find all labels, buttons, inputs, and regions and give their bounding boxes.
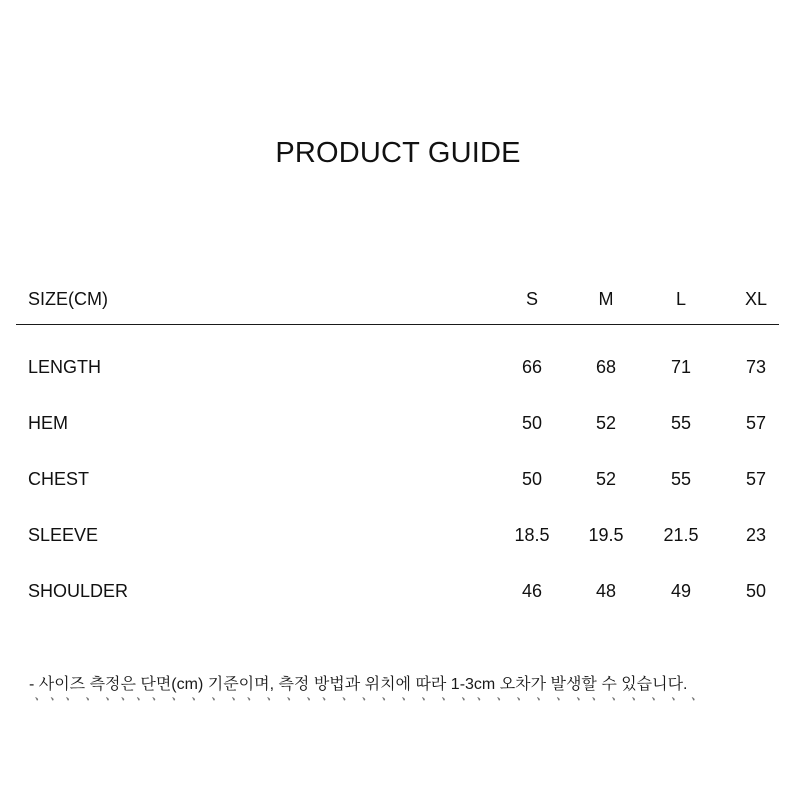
header-size-m: M — [598, 289, 614, 309]
table-cell: 50 — [745, 581, 767, 601]
table-cell: 57 — [745, 413, 767, 433]
table-cell: 49 — [670, 581, 692, 601]
table-cell: 55 — [670, 413, 692, 433]
header-size-label: SIZE(CM) — [28, 289, 108, 309]
table-cell: 48 — [595, 581, 617, 601]
row-label: SHOULDER — [28, 581, 129, 601]
page-title: PRODUCT GUIDE — [275, 137, 521, 169]
row-label: CHEST — [28, 469, 90, 489]
table-cell: 23 — [745, 525, 767, 545]
table-cell: 50 — [521, 469, 543, 489]
table-cell: 52 — [595, 469, 617, 489]
row-label: LENGTH — [28, 357, 102, 377]
table-body — [16, 356, 779, 636]
table-cell: 50 — [521, 413, 543, 433]
table-cell: 19.5 — [588, 525, 624, 545]
table-row-hem — [16, 412, 779, 468]
header-size-xl: XL — [744, 289, 768, 309]
table-cell: 71 — [670, 357, 692, 377]
header-size-s: S — [525, 289, 538, 309]
table-row-shoulder — [16, 580, 779, 636]
row-label: SLEEVE — [28, 525, 99, 545]
size-table — [16, 280, 779, 636]
row-label: HEM — [28, 413, 68, 433]
table-header-row — [16, 280, 779, 325]
table-cell: 68 — [595, 357, 617, 377]
table-cell: 55 — [670, 469, 692, 489]
table-cell: 57 — [745, 469, 767, 489]
table-row-length — [16, 356, 779, 412]
table-cell: 46 — [521, 581, 543, 601]
table-row-chest — [16, 468, 779, 524]
table-cell: 18.5 — [514, 525, 550, 545]
measurement-note: - 사이즈 측정은 단면(cm) 기준이며, 측정 방법과 위치에 따라 1-3cm 오차가 발생할 수 있습니다. — [29, 676, 688, 693]
table-cell: 21.5 — [663, 525, 699, 545]
table-cell: 52 — [595, 413, 617, 433]
table-row-sleeve — [16, 524, 779, 580]
table-cell: 73 — [745, 357, 767, 377]
header-size-l: L — [675, 289, 686, 309]
clipped-note-line — [29, 692, 701, 709]
clipped-note-text: ㆍㆍㆍ ㆍ ㆍㆍㆍㆍ ㆍ ㆍ ㆍ ㆍㆍ ㆍ ㆍ ㆍㆍ ㆍ ㆍ ㆍ ㆍ ㆍ ㆍ ㆍㆍ ㆍ ㆍ ㆍ ㆍ ㆍㆍ ㆍ ㆍ ㆍ ㆍ ㆍ — [29, 692, 701, 709]
table-cell: 66 — [521, 357, 543, 377]
